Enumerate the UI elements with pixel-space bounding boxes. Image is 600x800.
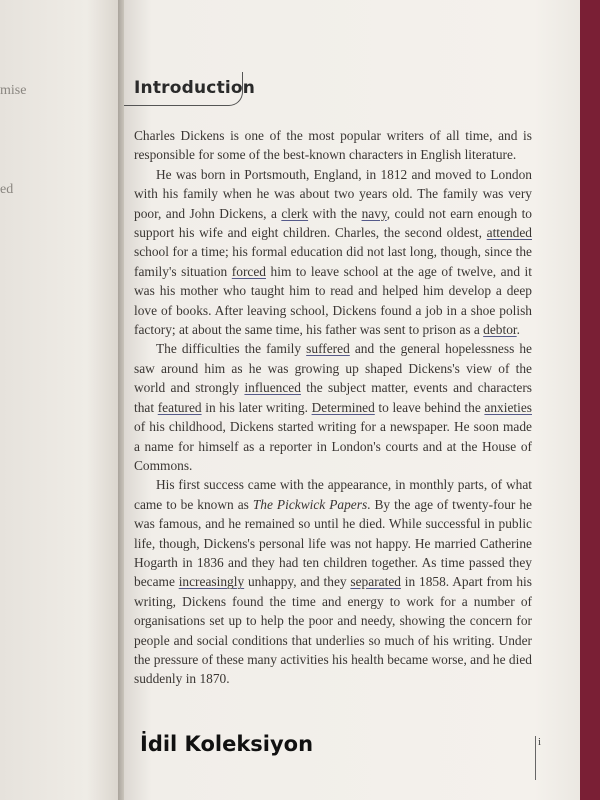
page-number-rule <box>535 736 536 780</box>
text-run: him to leave school at the age of twelve, and it was his mother who taught him to read and helped him develop a deep love of books. After leaving school, Dickens found a job in a shoe polish factory; at about the same time, his father was sent to prison as a <box>134 263 532 338</box>
text-run: with the <box>308 205 362 221</box>
underlined-word: anxieties <box>484 399 532 415</box>
book-title: The Pickwick Papers <box>252 496 368 512</box>
text-run: , could not earn enough to support his wife and eight children. Charles, the second oldest, <box>134 205 532 241</box>
underlined-word: featured <box>157 399 202 415</box>
paragraph <box>134 339 532 475</box>
underlined-word: increasingly <box>178 574 245 590</box>
text-run: of his childhood, Dickens started writing for a newspaper. He soon made a name for himself as a reporter in London's courts and at the House of Commons. <box>134 419 532 473</box>
underlined-word: Determined <box>311 399 375 415</box>
underlined-word: navy <box>361 205 387 221</box>
underlined-word: forced <box>231 263 266 279</box>
left-page-fragment: ed <box>0 182 14 197</box>
left-page-fragment: mise <box>0 83 27 98</box>
paragraph <box>134 126 532 165</box>
text-run: . By the age of twenty-four he was famous, and he remained so until he died. While successful in public life, though, Dickens's personal life was not happy. He married Catherine Hogarth in 1836 and they had ten children together. As time passed they became <box>134 496 533 590</box>
text-run: unhappy, and they <box>244 574 351 590</box>
text-run: . <box>516 322 521 338</box>
underlined-word: influenced <box>244 380 301 396</box>
text-run: the subject matter, events and characters that <box>134 380 532 415</box>
text-run: in 1858. Apart from his writing, Dickens found the time and energy to work for a number of organisations set up to help the poor and needy, showing the concern for people and social conditions that underlies so much of his writing. Under the pressure of these many activities his health became worse, and he died suddenly in 1870. <box>134 574 532 687</box>
paragraph <box>134 165 532 340</box>
paragraph <box>134 475 532 688</box>
text-run: Charles Dickens is one of the most popular writers of all time, and is responsible for some of the best-known characters in English literature. <box>134 128 532 163</box>
text-run: school for a time; his formal education did not last long, though, since the family's situation <box>134 244 532 279</box>
text-run: His first success came with the appearance, in monthly parts, of what came to be known as <box>134 477 532 512</box>
text-run: He was born in Portsmouth, England, in 1812 and moved to London with his family when he was about two years old. The family was very poor, and John Dickens, a <box>134 166 532 221</box>
right-page <box>124 0 580 800</box>
left-page <box>0 0 124 800</box>
underlined-word: debtor <box>483 322 517 338</box>
underlined-word: suffered <box>306 341 350 357</box>
text-run: and the general hopelessness he saw around him as he was growing up shaped Dickens's view of the world and strongly <box>134 341 532 396</box>
chapter-title: Introduction <box>134 78 256 98</box>
underlined-word: attended <box>486 225 532 241</box>
body-text <box>134 126 532 689</box>
text-run: to leave behind the <box>374 399 485 415</box>
text-run: The difficulties the family <box>156 341 307 357</box>
underlined-word: separated <box>350 574 401 590</box>
text-run: in his later writing. <box>201 399 312 415</box>
watermark-label: İdil Koleksiyon <box>140 732 314 756</box>
page-number: i <box>538 736 542 748</box>
underlined-word: clerk <box>281 205 309 221</box>
